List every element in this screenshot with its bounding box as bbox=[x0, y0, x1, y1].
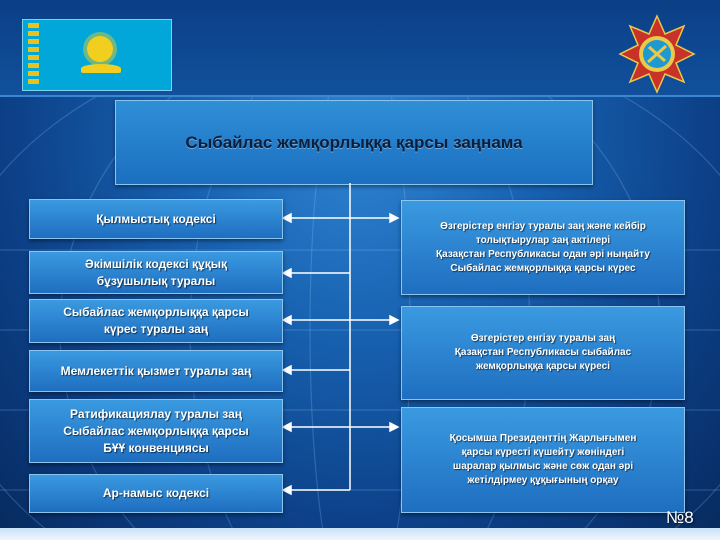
law-box-anticorruption-law: Сыбайлас жемқорлыққа қарсы күрес туралы заң bbox=[29, 299, 283, 343]
page-number: №8 bbox=[666, 508, 694, 527]
slide-title: Сыбайлас жемқорлыққа қарсы заңнама bbox=[185, 132, 523, 152]
law-box-criminal-code: Қылмыстық кодексі bbox=[29, 199, 283, 239]
presidential-decree-box: Қосымша Президенттің Жарлығымен қарсы күресті күшейту жөніндегі шаралар қылмыс және сөж одан әрі жетілдірмеу құқығының орқау bbox=[401, 407, 685, 513]
footer-band bbox=[0, 528, 720, 540]
amendment-box-1: Өзгерістер енгізу туралы заң және кейбір толықтырулар заң актілері Қазақстан Республикасы одан әрі ныңайту Сыбайлас жемқорлыққа қарсы күрес bbox=[401, 200, 685, 295]
law-box-un-convention: Ратификациялау туралы заң Сыбайлас жемқорлыққа қарсы БҰҰ конвенциясы bbox=[29, 399, 283, 463]
law-box-civil-service-law: Мемлекеттік қызмет туралы заң bbox=[29, 350, 283, 392]
law-box-honor-code: Ар-намыс кодексі bbox=[29, 474, 283, 513]
amendment-box-2: Өзгерістер енгізу туралы заң Қазақстан Республикасы сыбайлас жемқорлыққа қарсы күресі bbox=[401, 306, 685, 400]
law-box-administrative-code: Әкімшілік кодексі құқық бұзушылық туралы bbox=[29, 251, 283, 294]
